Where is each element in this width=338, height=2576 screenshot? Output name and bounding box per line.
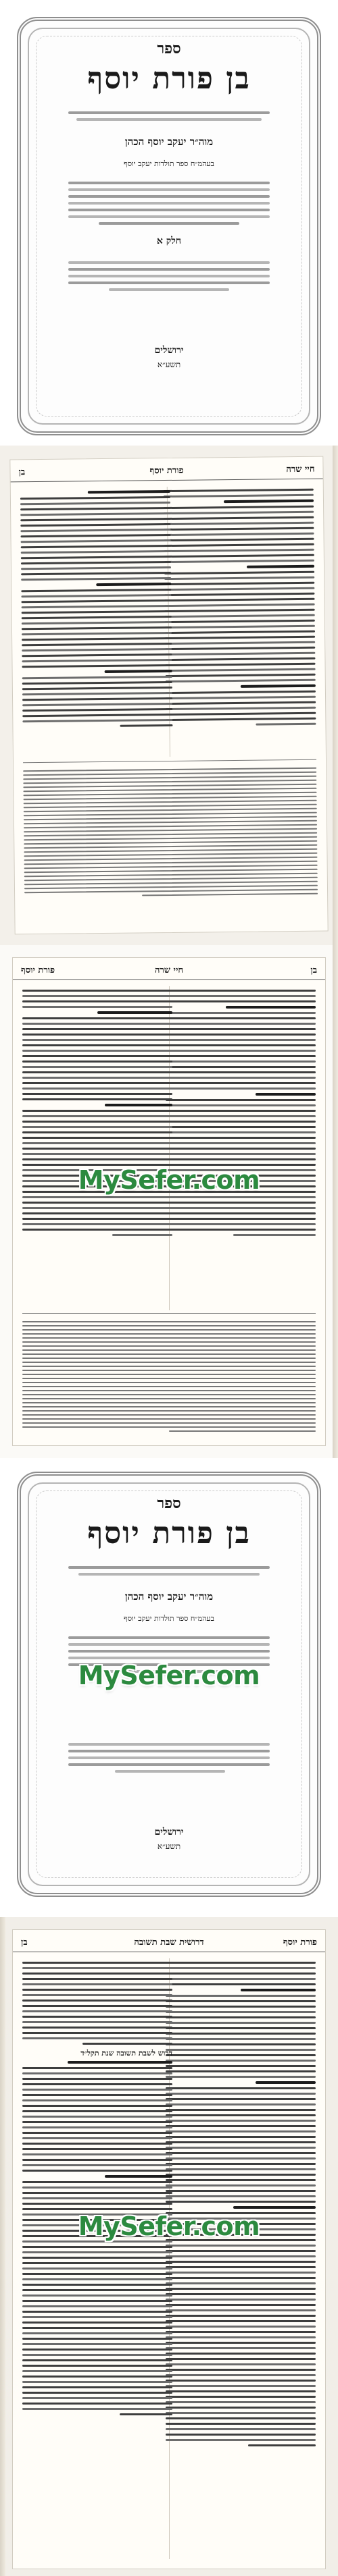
ornamental-frame xyxy=(17,17,321,435)
text-page-scan-3 xyxy=(0,1917,338,2576)
left-column xyxy=(22,1958,172,2419)
running-header xyxy=(13,965,325,980)
notes-divider xyxy=(22,1313,316,1314)
text-page-scan-1 xyxy=(0,446,338,945)
intro-text xyxy=(68,107,270,125)
page-sheet xyxy=(12,957,326,1446)
intro-text xyxy=(68,1562,270,1580)
right-column xyxy=(166,1958,316,2450)
press-city: ירושלים xyxy=(154,1827,184,1837)
sefer-label: ספר xyxy=(157,1495,181,1512)
title-page-scan-2 xyxy=(0,1458,338,1917)
site-watermark: MySefer.com xyxy=(78,2211,260,2241)
text-page-scan-2 xyxy=(0,945,338,1458)
page-sheet xyxy=(9,456,328,935)
running-header xyxy=(13,1937,325,1952)
right-column xyxy=(166,986,316,1239)
page-sheet xyxy=(12,1929,326,2569)
header-mid: פורת יוסף xyxy=(149,465,184,477)
author-line: מוה״ר יעקב יוסף הכהן xyxy=(124,136,214,148)
footnotes-block xyxy=(22,1318,316,1434)
author-line: מוה״ר יעקב יוסף הכהן xyxy=(124,1590,214,1603)
page-edge xyxy=(333,446,338,945)
footnotes-block xyxy=(23,765,318,901)
section-heading: דרוש לשבת תשובה שנת תקל״ד xyxy=(80,2049,172,2058)
book-title: בן פורת יוסף xyxy=(87,1516,251,1551)
site-watermark: MySefer.com xyxy=(78,1165,260,1195)
header-left: בן xyxy=(18,467,26,478)
subtitle-line: בעהמ״ח ספר תולדות יעקב יוסף xyxy=(124,1614,214,1623)
site-watermark: MySefer.com xyxy=(78,1661,260,1690)
subtitle-line: בעהמ״ח ספר תולדות יעקב יוסף xyxy=(124,159,214,168)
page-edge xyxy=(333,945,338,1458)
notes-divider xyxy=(23,759,316,763)
running-header xyxy=(10,464,322,483)
volume-label: חלק א xyxy=(156,236,182,246)
description-text xyxy=(68,178,270,229)
press-city: ירושלים xyxy=(154,345,184,356)
left-column xyxy=(22,986,172,1239)
publisher-text xyxy=(68,1739,270,1777)
header-right: בן xyxy=(310,965,317,975)
header-mid: דרושית שבת תשובה xyxy=(134,1937,204,1948)
left-column xyxy=(20,487,173,731)
sefer-label: ספר xyxy=(157,40,181,57)
page-edge xyxy=(0,1917,5,2576)
book-title: בן פורת יוסף xyxy=(87,61,251,96)
press-year: תשע״א xyxy=(157,1842,181,1851)
publisher-text xyxy=(68,257,270,295)
press-year: תשע״א xyxy=(157,360,181,369)
header-left: בן xyxy=(21,1937,28,1948)
header-right: פורת יוסף xyxy=(283,1937,317,1948)
title-page-scan xyxy=(0,0,338,446)
header-mid: חיי שרה xyxy=(154,965,184,975)
right-column xyxy=(164,485,316,730)
header-right: חיי שרה xyxy=(286,464,315,475)
header-left: פורת יוסף xyxy=(21,965,55,975)
